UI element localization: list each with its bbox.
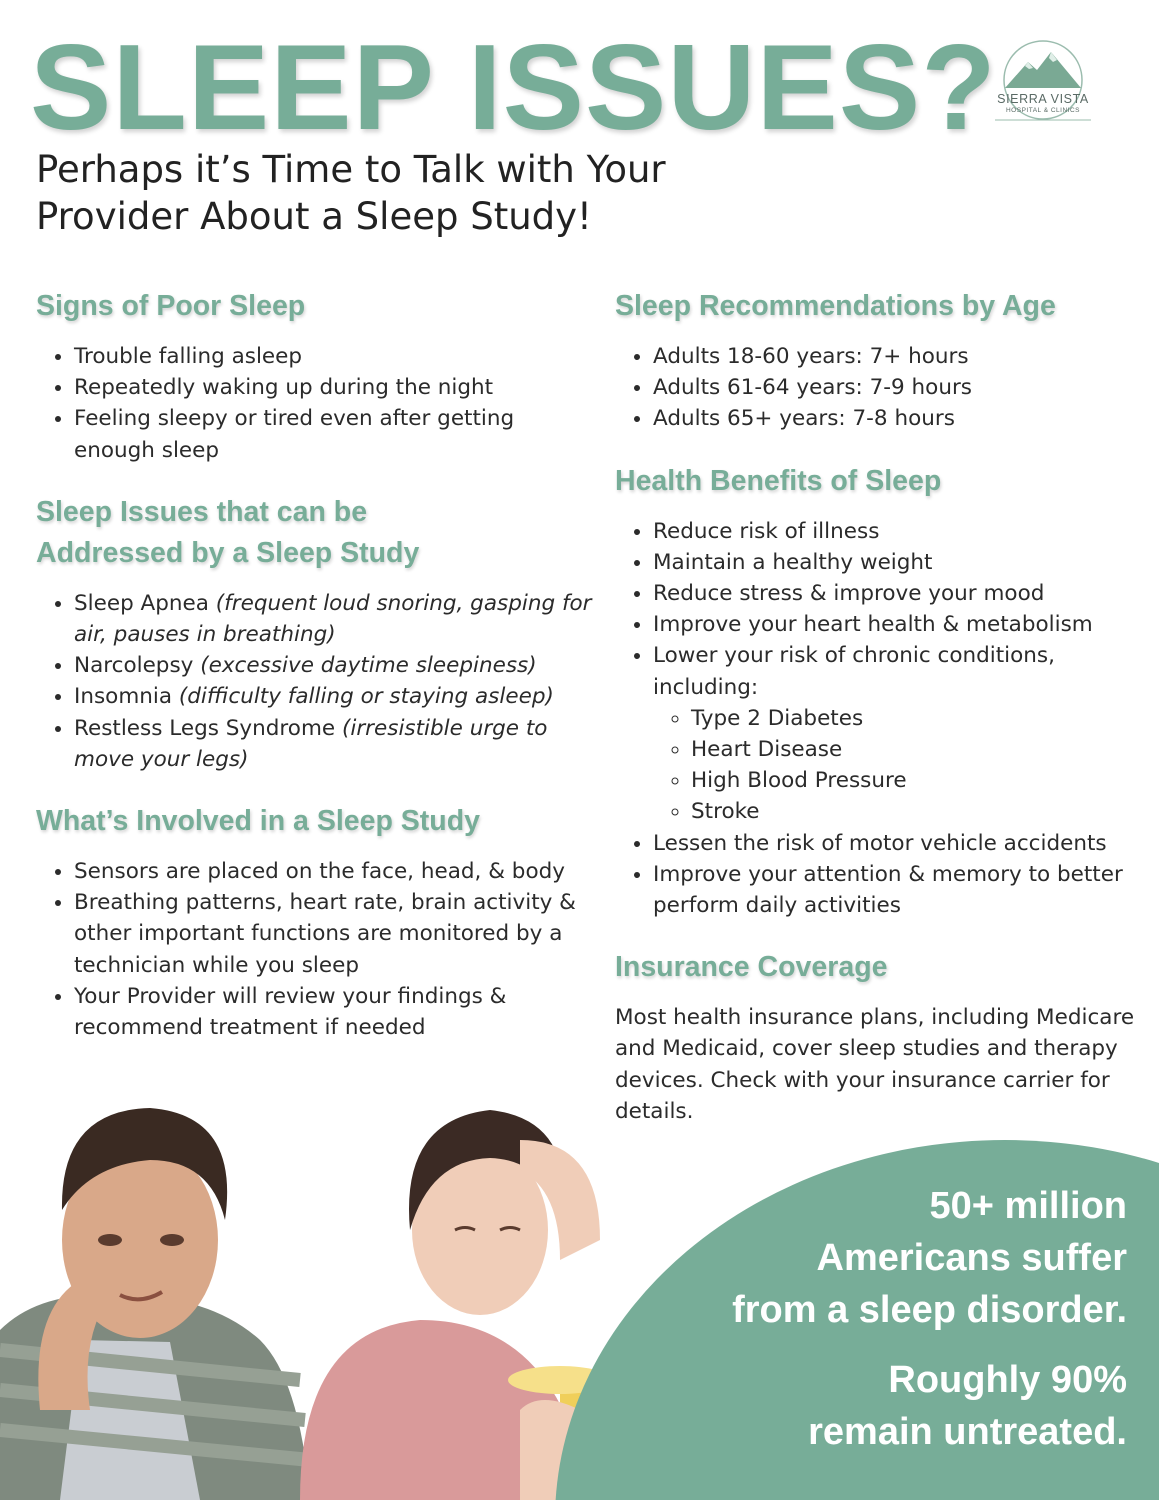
benefits-list <box>615 516 1145 922</box>
section-title-line: Addressed by a Sleep Study <box>36 536 420 569</box>
logo-name: SIERRA VISTA <box>997 92 1089 106</box>
sub-list-item: ◦ Type 2 Diabetes <box>691 703 1145 734</box>
insurance-text: Most health insurance plans, including Medicare and Medicaid, cover sleep studies and therapy devices. Check with your insurance carrier for details. <box>615 1005 1135 1124</box>
issue-name: Restless Legs Syndrome <box>74 715 336 741</box>
list-item: • Maintain a healthy weight <box>653 547 1145 578</box>
subtitle-line: Provider About a Sleep Study! <box>36 195 592 238</box>
stat-line: from a sleep disorder. <box>732 1289 1127 1331</box>
issue-name: Sleep Apnea <box>74 590 209 616</box>
list-item: • Feeling sleepy or tired even after getting enough sleep <box>74 403 596 465</box>
issue-detail: (frequent loud snoring, gasping for air, pauses in breathing) <box>74 590 592 648</box>
list-item <box>74 588 596 650</box>
stat-line: remain untreated. <box>808 1411 1127 1453</box>
section-title-line: Sleep Issues that can be <box>36 495 368 528</box>
list-item: • Adults 65+ years: 7-8 hours <box>653 403 1145 434</box>
sub-list-item: ◦ Stroke <box>691 796 1145 827</box>
list-item: • Your Provider will review your findings & recommend treatment if needed <box>74 981 596 1043</box>
subtitle <box>36 146 936 240</box>
logo-tagline: HOSPITAL & CLINICS <box>1005 107 1081 114</box>
stat-line: Roughly 90% <box>888 1359 1127 1401</box>
section-title-recommendations: Sleep Recommendations by Age <box>615 290 1056 322</box>
headline: SLEEP ISSUES? <box>30 19 997 155</box>
list-item <box>653 640 1145 827</box>
subtitle-line: Perhaps it’s Time to Talk with Your <box>36 148 666 191</box>
list-item <box>74 713 596 775</box>
issues-list <box>36 588 596 775</box>
section-title-benefits: Health Benefits of Sleep <box>615 464 942 497</box>
recommendations-list <box>615 341 1145 435</box>
list-item: • Adults 61-64 years: 7-9 hours <box>653 372 1145 403</box>
involved-list <box>36 856 596 1043</box>
list-item: • Lessen the risk of motor vehicle accidents <box>653 828 1145 859</box>
mountain-logo-icon <box>983 38 1103 128</box>
list-item-text: Lower your risk of chronic conditions, including: <box>653 643 1055 700</box>
conditions-list <box>653 703 1145 828</box>
section-title-involved: What’s Involved in a Sleep Study <box>36 805 480 838</box>
stat-callout <box>607 1180 1127 1458</box>
sierra-vista-logo <box>983 38 1103 128</box>
sub-list-item: ◦ High Blood Pressure <box>691 765 1145 796</box>
list-item: • Sensors are placed on the face, head, & body <box>74 856 596 887</box>
issue-name: Insomnia <box>74 684 173 710</box>
left-column <box>36 286 596 1043</box>
list-item <box>74 681 596 712</box>
list-item: • Repeatedly waking up during the night <box>74 372 596 403</box>
sub-list-item: ◦ Heart Disease <box>691 734 1145 765</box>
stat-line: Americans suffer <box>816 1237 1127 1279</box>
section-title-insurance: Insurance Coverage <box>615 951 888 984</box>
section-title-issues <box>36 492 596 574</box>
stat-sentence-1 <box>607 1180 1127 1336</box>
list-item <box>74 650 596 681</box>
list-item: • Trouble falling asleep <box>74 341 596 372</box>
issue-name: Narcolepsy <box>74 653 194 679</box>
issue-detail: (difficulty falling or staying asleep) <box>178 684 554 710</box>
list-item: • Improve your attention & memory to better perform daily activities <box>653 859 1145 921</box>
section-title-signs: Signs of Poor Sleep <box>36 290 306 322</box>
stat-sentence-2 <box>607 1354 1127 1458</box>
list-item: • Breathing patterns, heart rate, brain activity & other important functions are monitored by a technician while you sleep <box>74 887 596 981</box>
list-item: • Adults 18-60 years: 7+ hours <box>653 341 1145 372</box>
stat-line: 50+ million <box>929 1185 1127 1227</box>
list-item: • Reduce stress & improve your mood <box>653 578 1145 609</box>
right-column <box>615 286 1145 1127</box>
list-item: • Improve your heart health & metabolism <box>653 609 1145 640</box>
issue-detail: (excessive daytime sleepiness) <box>200 653 537 679</box>
issue-detail: (irresistible urge to move your legs) <box>74 715 548 772</box>
signs-list <box>36 341 596 466</box>
list-item: • Reduce risk of illness <box>653 516 1145 547</box>
